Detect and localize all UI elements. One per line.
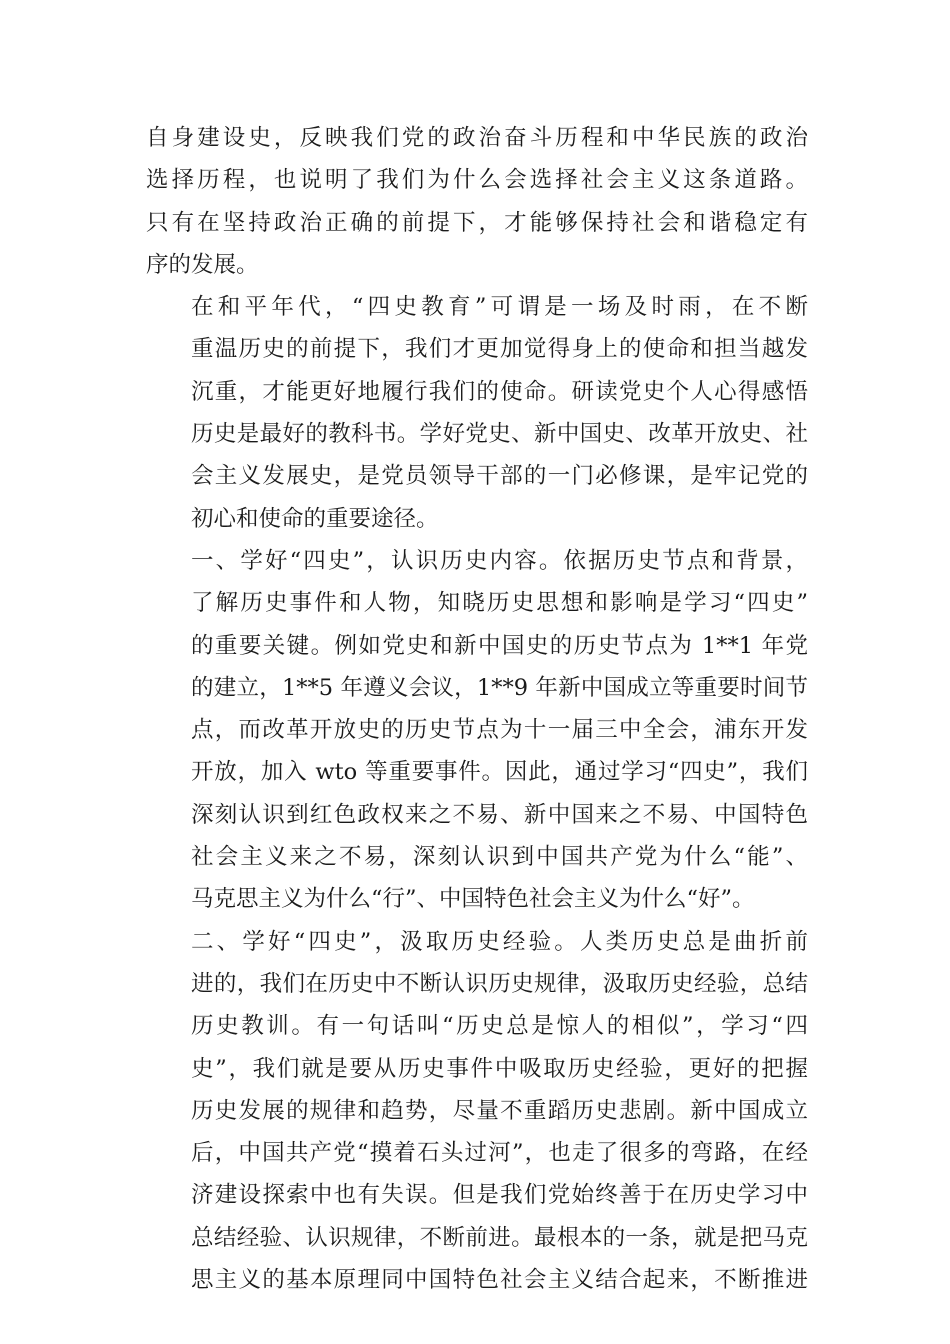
text-line: 历史是最好的教科书。学好党史、新中国史、改革开放史、社 [191, 421, 808, 448]
text-line: 二、学好“四史”，汲取历史经验。人类历史总是曲折前 [191, 928, 808, 955]
text-line: 一、学好“四史”，认识历史内容。依据历史节点和背景， [191, 547, 808, 574]
text-line: 开放，加入 wto 等重要事件。因此，通过学习“四史”，我们 [191, 759, 808, 786]
text-line: 初心和使命的重要途径。 [191, 505, 439, 532]
paragraph-3 [146, 540, 808, 921]
text-line: 进的，我们在历史中不断认识历史规律，汲取历史经验，总结 [191, 970, 808, 997]
text-line: 马克思主义为什么“行”、中国特色社会主义为什么“好”。 [191, 886, 755, 913]
paragraph-4 [146, 921, 808, 1302]
text-line: 深刻认识到红色政权来之不易、新中国来之不易、中国特色 [191, 801, 808, 828]
document-body [146, 117, 808, 1301]
text-line: 序的发展。 [146, 251, 259, 278]
text-line: 总结经验、认识规律，不断前进。最根本的一条，就是把马克 [191, 1224, 808, 1251]
text-line: 重温历史的前提下，我们才更加觉得身上的使命和担当越发 [191, 336, 808, 363]
text-line: 思主义的基本原理同中国特色社会主义结合起来，不断推进 [191, 1267, 808, 1294]
text-line: 历史教训。有一句话叫“历史总是惊人的相似”，学习“四 [191, 1013, 808, 1040]
text-line: 选择历程，也说明了我们为什么会选择社会主义这条道路。 [146, 167, 808, 194]
text-line: 沉重，才能更好地履行我们的使命。研读党史个人心得感悟 [191, 378, 808, 405]
text-line: 济建设探索中也有失误。但是我们党始终善于在历史学习中 [191, 1182, 808, 1209]
text-line: 历史发展的规律和趋势，尽量不重蹈历史悲剧。新中国成立 [191, 1097, 808, 1124]
text-line: 的重要关键。例如党史和新中国史的历史节点为 1**1 年党 [191, 632, 808, 659]
text-line: 点，而改革开放史的历史节点为十一届三中全会，浦东开发 [191, 717, 808, 744]
paragraph-2 [146, 286, 808, 540]
text-line: 在和平年代，“四史教育”可谓是一场及时雨，在不断 [191, 294, 808, 321]
paragraph-1 [146, 117, 808, 286]
text-line: 史”，我们就是要从历史事件中吸取历史经验，更好的把握 [191, 1055, 808, 1082]
text-line: 自身建设史，反映我们党的政治奋斗历程和中华民族的政治 [146, 125, 808, 151]
text-line: 了解历史事件和人物，知晓历史思想和影响是学习“四史” [191, 590, 808, 617]
text-line: 后，中国共产党“摸着石头过河”，也走了很多的弯路，在经 [191, 1140, 808, 1167]
text-line: 只有在坚持政治正确的前提下，才能够保持社会和谐稳定有 [146, 209, 808, 236]
text-line: 的建立，1**5 年遵义会议，1**9 年新中国成立等重要时间节 [191, 674, 808, 701]
text-line: 会主义发展史，是党员领导干部的一门必修课，是牢记党的 [191, 463, 808, 490]
text-line: 社会主义来之不易，深刻认识到中国共产党为什么“能”、 [191, 844, 808, 871]
